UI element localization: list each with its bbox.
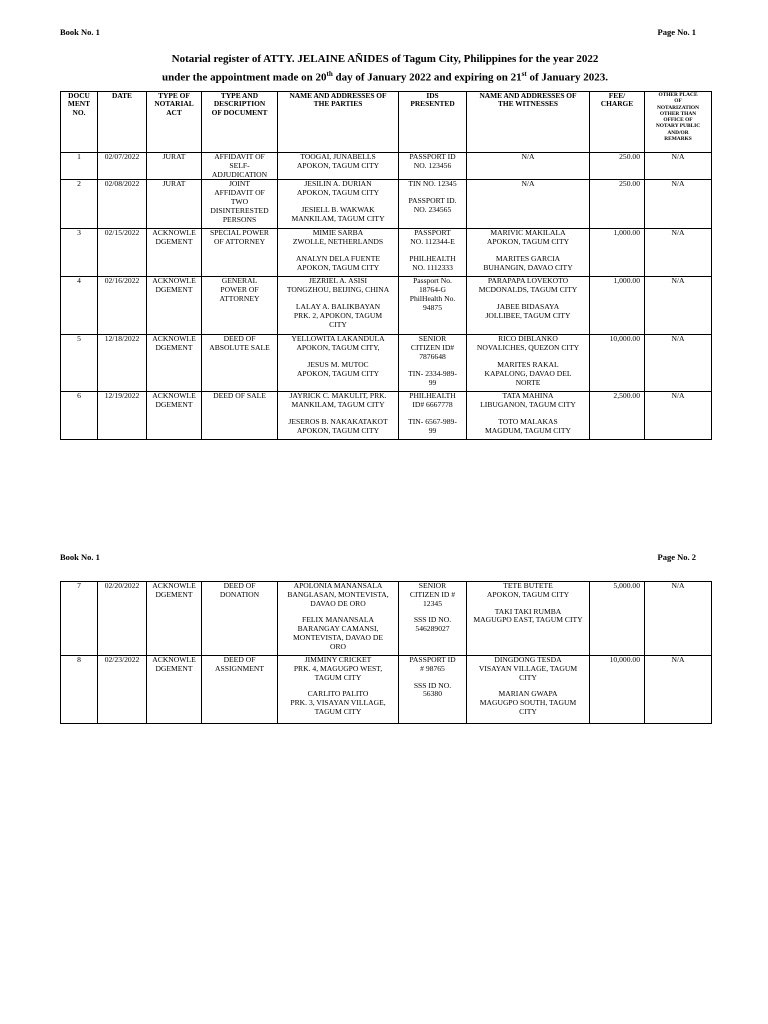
cell-date: 02/16/2022 xyxy=(98,277,147,335)
cell-fee: 1,000.00 xyxy=(590,277,645,335)
table-row xyxy=(61,656,712,724)
cell-parties: TOOGAI, JUNABELLS APOKON, TAGUM CITY xyxy=(278,153,399,180)
cell-document-no: 5 xyxy=(61,335,98,392)
table-header-row xyxy=(61,92,712,153)
cell-ids-presented: PASSPORT NO. 112344-E PHILHEALTH NO. 1112333 xyxy=(399,229,467,277)
cell-witnesses: PARAPAPA LOVEKOTO MCDONALDS, TAGUM CITY JABEE BIDASAYA JOLLIBEE, TAGUM CITY xyxy=(467,277,590,335)
table-row xyxy=(61,277,712,335)
book-number: Book No. 1 xyxy=(60,27,100,37)
cell-fee: 250.00 xyxy=(590,153,645,180)
cell-notarial-act: ACKNOWLE DGEMENT xyxy=(147,277,202,335)
cell-ids-presented: PASSPORT ID NO. 123456 xyxy=(399,153,467,180)
cell-fee: 1,000.00 xyxy=(590,229,645,277)
table-row xyxy=(61,180,712,229)
cell-witnesses: TETE BUTETE APOKON, TAGUM CITY TAKI TAKI RUMBA MAGUGPO EAST, TAGUM CITY xyxy=(467,582,590,656)
cell-notarial-act: JURAT xyxy=(147,153,202,180)
header-document-no: DOCU MENT NO. xyxy=(61,92,98,153)
cell-document-no: 7 xyxy=(61,582,98,656)
cell-date: 02/15/2022 xyxy=(98,229,147,277)
title-line-2: under the appointment made on 20th day of January 2022 and expiring on 21st of January 2023. xyxy=(162,70,608,84)
cell-document-description: GENERAL POWER OF ATTORNEY xyxy=(202,277,278,335)
cell-document-no: 8 xyxy=(61,656,98,724)
cell-document-description: AFFIDAVIT OF SELF- ADJUDICATION xyxy=(202,153,278,180)
title-line-1: Notarial register of ATTY. JELAINE AÑIDES of Tagum City, Philippines for the year 2022 xyxy=(171,53,599,65)
cell-other-remarks: N/A xyxy=(645,392,712,440)
notarial-register-table-page-2 xyxy=(60,581,712,724)
table-row xyxy=(61,153,712,180)
cell-document-no: 3 xyxy=(61,229,98,277)
cell-other-remarks: N/A xyxy=(645,582,712,656)
cell-parties: MIMIE SARBA ZWOLLE, NETHERLANDS ANALYN DELA FUENTE APOKON, TAGUM CITY xyxy=(278,229,399,277)
cell-document-description: DEED OF ABSOLUTE SALE xyxy=(202,335,278,392)
cell-other-remarks: N/A xyxy=(645,656,712,724)
header-date: DATE xyxy=(98,92,147,153)
cell-date: 02/08/2022 xyxy=(98,180,147,229)
cell-witnesses: N/A xyxy=(467,180,590,229)
register-title xyxy=(60,52,710,86)
header-witnesses: NAME AND ADDRESSES OF THE WITNESSES xyxy=(467,92,590,153)
cell-document-no: 4 xyxy=(61,277,98,335)
cell-notarial-act: ACKNOWLE DGEMENT xyxy=(147,656,202,724)
cell-date: 12/19/2022 xyxy=(98,392,147,440)
cell-document-no: 2 xyxy=(61,180,98,229)
cell-date: 02/20/2022 xyxy=(98,582,147,656)
cell-other-remarks: N/A xyxy=(645,335,712,392)
cell-notarial-act: JURAT xyxy=(147,180,202,229)
cell-fee: 5,000.00 xyxy=(590,582,645,656)
cell-ids-presented: SENIOR CITIZEN ID # 12345 SSS ID NO. 546289027 xyxy=(399,582,467,656)
cell-fee: 2,500.00 xyxy=(590,392,645,440)
cell-witnesses: MARIVIC MAKILALA APOKON, TAGUM CITY MARITES GARCIA BUHANGIN, DAVAO CITY xyxy=(467,229,590,277)
table-row xyxy=(61,229,712,277)
cell-ids-presented: PASSPORT ID # 98765 SSS ID NO. 56380 xyxy=(399,656,467,724)
cell-ids-presented: TIN NO. 12345 PASSPORT ID. NO. 234565 xyxy=(399,180,467,229)
cell-date: 02/07/2022 xyxy=(98,153,147,180)
cell-document-description: JOINT AFFIDAVIT OF TWO DISINTERESTED PERSONS xyxy=(202,180,278,229)
table-body-page-1 xyxy=(61,153,712,440)
cell-parties: JAYRICK C. MAKULIT, PRK. MANKILAM, TAGUM CITY JESEROS B. NAKAKATAKOT APOKON, TAGUM CITY xyxy=(278,392,399,440)
cell-notarial-act: ACKNOWLE DGEMENT xyxy=(147,582,202,656)
table-row xyxy=(61,335,712,392)
book-number: Book No. 1 xyxy=(60,552,100,562)
cell-document-description: DEED OF ASSIGNMENT xyxy=(202,656,278,724)
cell-parties: JIMMINY CRICKET PRK. 4, MAGUGPO WEST, TAGUM CITY CARLITO PALITO PRK. 3, VISAYAN VILLAGE, TAGUM CITY xyxy=(278,656,399,724)
cell-fee: 10,000.00 xyxy=(590,335,645,392)
cell-date: 02/23/2022 xyxy=(98,656,147,724)
cell-other-remarks: N/A xyxy=(645,229,712,277)
header-parties: NAME AND ADDRESSES OF THE PARTIES xyxy=(278,92,399,153)
cell-other-remarks: N/A xyxy=(645,277,712,335)
cell-ids-presented: PHILHEALTH ID# 6667778 TIN- 6567-989- 99 xyxy=(399,392,467,440)
cell-fee: 250.00 xyxy=(590,180,645,229)
cell-notarial-act: ACKNOWLE DGEMENT xyxy=(147,335,202,392)
cell-document-description: SPECIAL POWER OF ATTORNEY xyxy=(202,229,278,277)
page-number: Page No. 1 xyxy=(657,27,696,37)
cell-document-description: DEED OF SALE xyxy=(202,392,278,440)
cell-witnesses: DINGDONG TESDA VISAYAN VILLAGE, TAGUM CITY MARIAN GWAPA MAGUGPO SOUTH, TAGUM CITY xyxy=(467,656,590,724)
cell-other-remarks: N/A xyxy=(645,180,712,229)
table-body-page-2 xyxy=(61,582,712,724)
header-fee-charge: FEE/ CHARGE xyxy=(590,92,645,153)
cell-ids-presented: Passport No. 18764-G PhilHealth No. 94875 xyxy=(399,277,467,335)
table-row xyxy=(61,582,712,656)
header-type-description: TYPE AND DESCRIPTION OF DOCUMENT xyxy=(202,92,278,153)
page-number: Page No. 2 xyxy=(657,552,696,562)
header-type-of-act: TYPE OF NOTARIAL ACT xyxy=(147,92,202,153)
cell-document-description: DEED OF DONATION xyxy=(202,582,278,656)
cell-parties: JESILIN A. DURIAN APOKON, TAGUM CITY JESIELL B. WAKWAK MANKILAM, TAGUM CITY xyxy=(278,180,399,229)
table-row xyxy=(61,392,712,440)
header-other-place-remarks: OTHER PLACE OF NOTARIZATION OTHER THAN OFFICE OF NOTARY PUBLIC AND/OR REMARKS xyxy=(645,92,712,153)
cell-document-no: 6 xyxy=(61,392,98,440)
cell-witnesses: N/A xyxy=(467,153,590,180)
cell-document-no: 1 xyxy=(61,153,98,180)
cell-notarial-act: ACKNOWLE DGEMENT xyxy=(147,392,202,440)
cell-notarial-act: ACKNOWLE DGEMENT xyxy=(147,229,202,277)
cell-witnesses: TATA MAHINA LIBUGANON, TAGUM CITY TOTO MALAKAS MAGDUM, TAGUM CITY xyxy=(467,392,590,440)
cell-ids-presented: SENIOR CITIZEN ID# 7876648 TIN- 2334-989- 99 xyxy=(399,335,467,392)
cell-date: 12/18/2022 xyxy=(98,335,147,392)
cell-parties: JEZRIEL A. ASISI TONGZHOU, BEIJING, CHINA LALAY A. BALIKBAYAN PRK. 2, APOKON, TAGUM CITY xyxy=(278,277,399,335)
cell-witnesses: RICO DIBLANKO NOVALICHES, QUEZON CITY MARITES RAKAL KAPALONG, DAVAO DEL NORTE xyxy=(467,335,590,392)
cell-other-remarks: N/A xyxy=(645,153,712,180)
cell-parties: APOLONIA MANANSALA BANGLASAN, MONTEVISTA, DAVAO DE ORO FELIX MANANSALA BARANGAY CAMANSI, MONTEVISTA, DAVAO DE ORO xyxy=(278,582,399,656)
header-ids-presented: IDS PRESENTED xyxy=(399,92,467,153)
cell-parties: YELLOWITA LAKANDULA APOKON, TAGUM CITY, JESUS M. MUTOC APOKON, TAGUM CITY xyxy=(278,335,399,392)
cell-fee: 10,000.00 xyxy=(590,656,645,724)
notarial-register-table-page-1 xyxy=(60,91,712,440)
